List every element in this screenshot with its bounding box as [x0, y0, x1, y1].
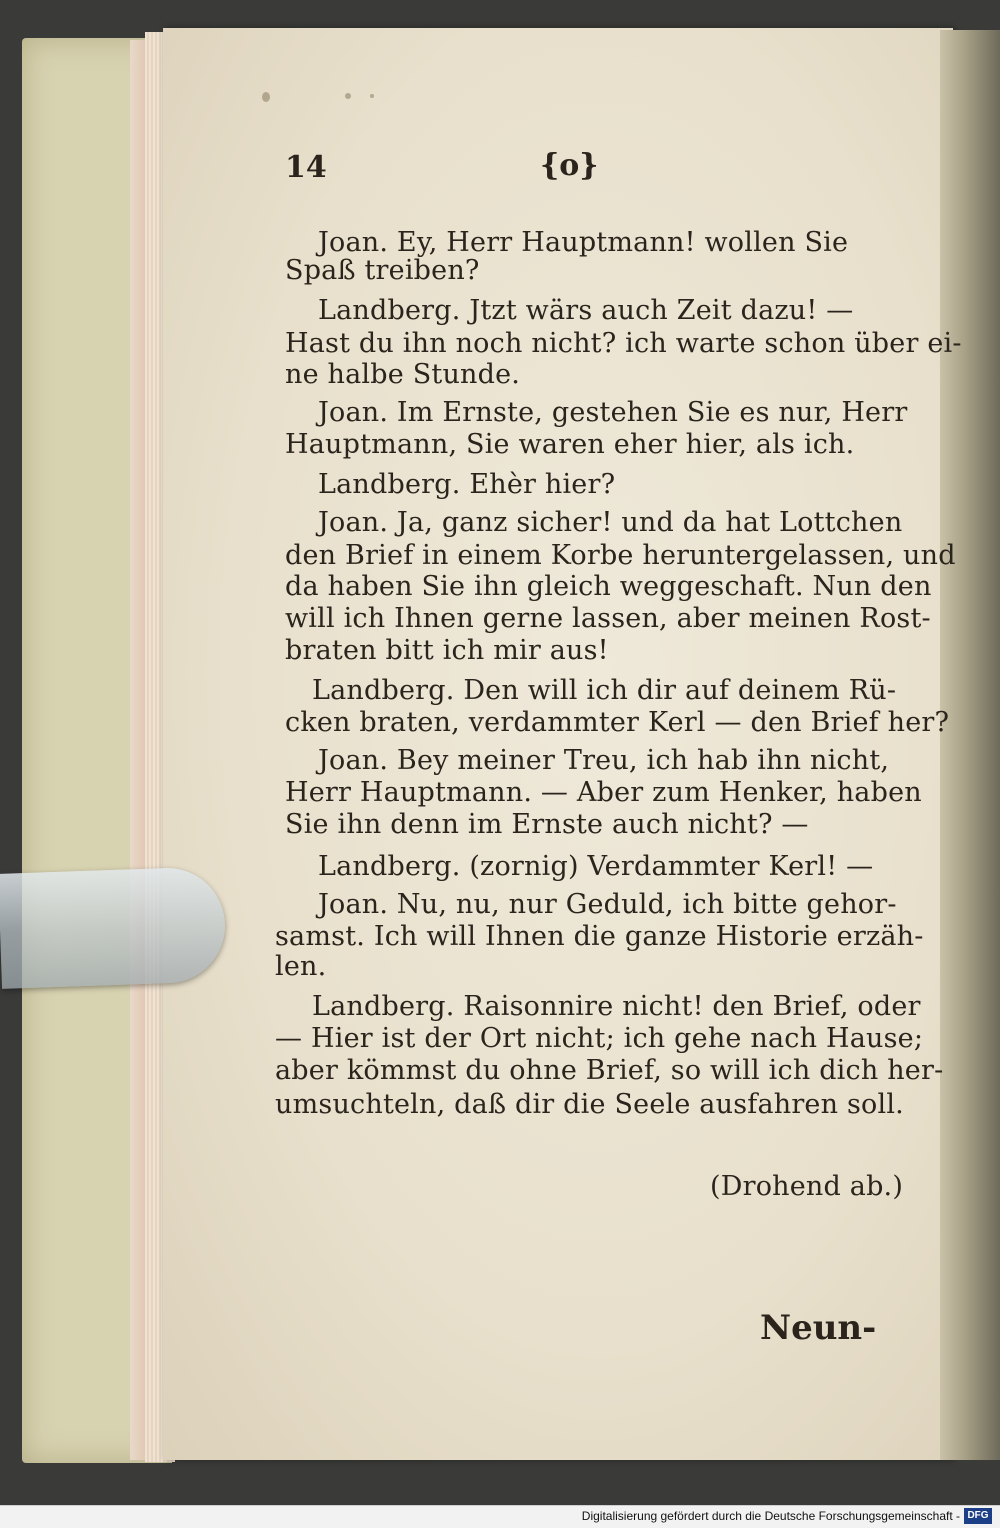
text-line: Landberg. Raisonnire nicht! den Brief, oder [312, 991, 921, 1022]
text-line: Landberg. (zornig) Verdammter Kerl! — [318, 851, 874, 882]
text-line: samst. Ich will Ihnen die ganze Historie erzäh- [275, 921, 924, 952]
text-line: Landberg. Jtzt wärs auch Zeit dazu! — [318, 295, 854, 326]
text-line: Landberg. Ehèr hier? [318, 469, 616, 500]
plexiglass-page-holder [0, 866, 227, 989]
text-line: Herr Hauptmann. — Aber zum Henker, haben [285, 777, 922, 808]
catchword: Neun- [760, 1308, 877, 1348]
page-number: 14 [285, 150, 327, 185]
text-line: braten bitt ich mir aus! [285, 635, 609, 666]
text-line: Joan. Ey, Herr Hauptmann! wollen Sie [318, 227, 849, 258]
text-line: (Drohend ab.) [710, 1171, 904, 1202]
text-line: Joan. Im Ernste, gestehen Sie es nur, Herr [318, 397, 908, 428]
text-line: Sie ihn denn im Ernste auch nicht? — [285, 809, 809, 840]
text-line: Hauptmann, Sie waren eher hier, als ich. [285, 429, 855, 460]
text-line: Landberg. Den will ich dir auf deinem Rü- [312, 675, 897, 706]
text-line: cken braten, verdammter Kerl — den Brief her? [285, 707, 950, 738]
text-line: — Hier ist der Ort nicht; ich gehe nach Hause; [275, 1023, 924, 1054]
text-line: Spaß treiben? [285, 255, 480, 286]
text-line: Joan. Bey meiner Treu, ich hab ihn nicht, [318, 745, 890, 776]
text-line: umsuchteln, daß dir die Seele ausfahren soll. [275, 1089, 904, 1120]
text-line: aber kömmst du ohne Brief, so will ich dich her- [275, 1055, 944, 1086]
text-line: Hast du ihn noch nicht? ich warte schon über ei- [285, 328, 962, 359]
text-line: will ich Ihnen gerne lassen, aber meinen Rost- [285, 603, 931, 634]
footer-credit: Digitalisierung gefördert durch die Deutsche Forschungsgemeinschaft - [581, 1509, 960, 1523]
text-line: da haben Sie ihn gleich weggeschaft. Nun den [285, 571, 932, 602]
footer-bar [0, 1505, 1000, 1528]
dfg-logo: DFG [964, 1508, 992, 1524]
text-line: den Brief in einem Korbe heruntergelassen, und [285, 540, 956, 571]
text-line: Joan. Ja, ganz sicher! und da hat Lottchen [318, 507, 903, 538]
text-line: ne halbe Stunde. [285, 359, 521, 390]
header-ornament: {o} [540, 148, 599, 183]
text-line: len. [275, 951, 327, 982]
text-line: Joan. Nu, nu, nur Geduld, ich bitte gehor- [318, 889, 897, 920]
